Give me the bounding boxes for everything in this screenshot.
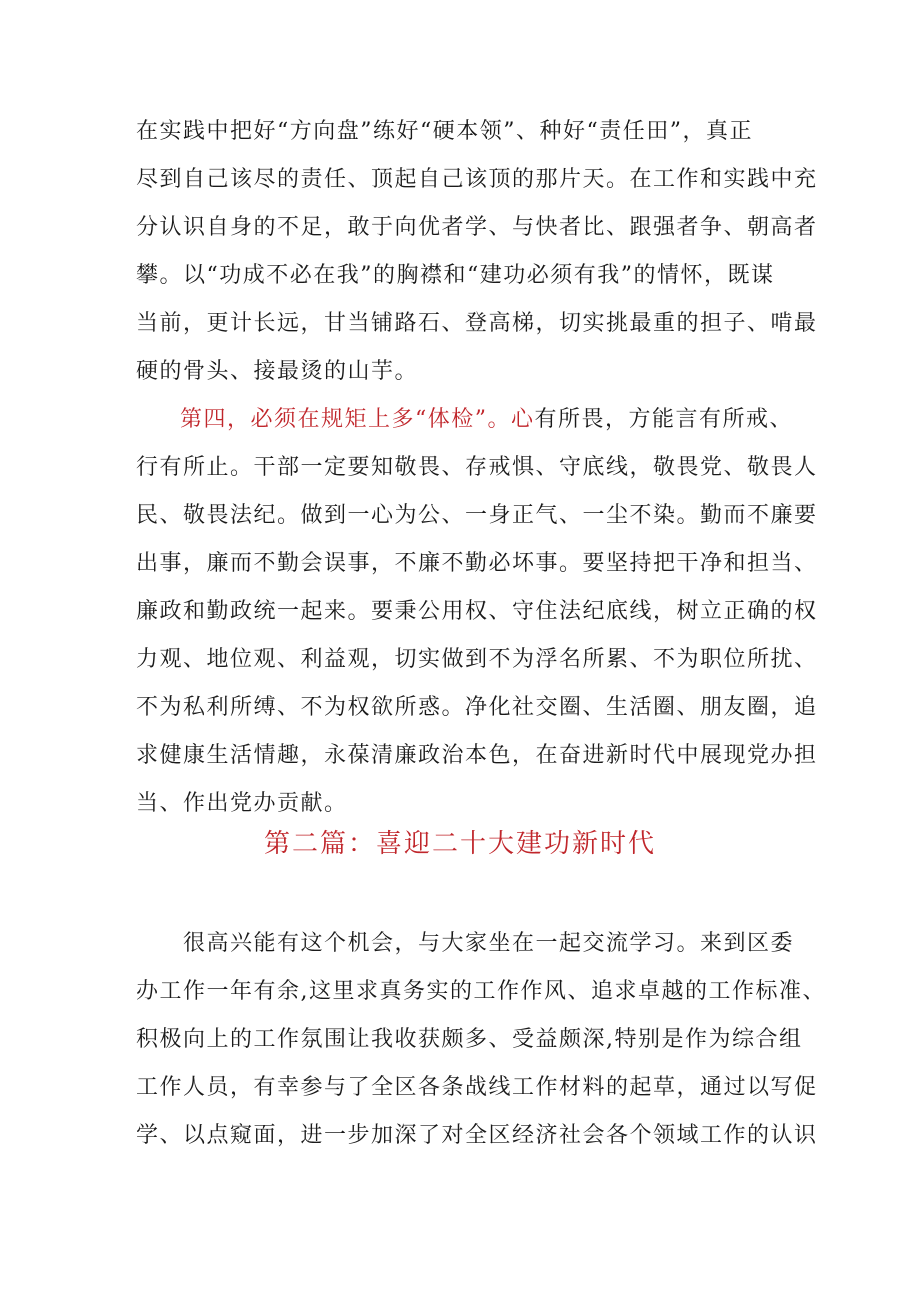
text-line: 不为私利所缚、不为权欲所惑。净化社交圈、生活圈、朋友圈，追 xyxy=(136,695,818,720)
text-line: 学、以点窥面，进一步加深了对全区经济社会各个领域工作的认识 xyxy=(136,1123,818,1148)
text-line: 民、敬畏法纪。做到一心为公、一身正气、一尘不染。勤而不廉要 xyxy=(136,503,818,528)
section-point-heading: 第四，必须在规矩上多“体检”。心 xyxy=(180,407,535,432)
text-line: 硬的骨头、接最烫的山芋。 xyxy=(136,359,419,384)
paragraph-1 xyxy=(136,108,816,396)
text-line: 当、作出党办贡献。 xyxy=(136,791,348,816)
text-line: 很高兴能有这个机会，与大家坐在一起交流学习。来到区委 xyxy=(136,931,795,956)
text-run: 有所畏，方能言有所戒、 xyxy=(534,407,794,432)
text-line: 工作人员，有幸参与了全区各条战线工作材料的起草，通过以写促 xyxy=(136,1075,818,1100)
text-line: 分认识自身的不足，敢于向优者学、与快者比、跟强者争、朝高者 xyxy=(136,215,818,240)
text-line: 积极向上的工作氛围让我收获颇多、受益颇深,特别是作为综合组 xyxy=(136,1027,803,1052)
paragraph-3 xyxy=(136,920,826,1160)
text-line: 廉政和勤政统一起来。要秉公用权、守住法纪底线，树立正确的权 xyxy=(136,599,818,624)
text-line: 行有所止。干部一定要知敬畏、存戒惧、守底线，敬畏党、敬畏人 xyxy=(136,455,818,480)
text-line-first xyxy=(136,396,816,444)
text-line: 力观、地位观、利益观，切实做到不为浮名所累、不为职位所扰、 xyxy=(136,647,818,672)
text-line: 出事，廉而不勤会误事，不廉不勤必坏事。要坚持把干净和担当、 xyxy=(136,551,818,576)
text-line: 办工作一年有余,这里求真务实的工作作风、追求卓越的工作标准、 xyxy=(136,979,826,1004)
text-line: 尽到自己该尽的责任、顶起自己该顶的那片天。在工作和实践中充 xyxy=(136,167,818,192)
text-line: 在实践中把好“方向盘”练好“硬本领”、种好“责任田”，真正 xyxy=(136,119,753,144)
text-line: 攀。以“功成不必在我”的胸襟和“建功必须有我”的情怀，既谋 xyxy=(136,263,775,288)
section-heading: 第二篇：喜迎二十大建功新时代 xyxy=(263,829,656,859)
paragraph-2 xyxy=(136,396,816,828)
text-line: 求健康生活情趣，永葆清廉政治本色，在奋进新时代中展现党办担 xyxy=(136,743,818,768)
text-line: 当前，更计长远，甘当铺路石、登高梯，切实挑最重的担子、啃最 xyxy=(136,311,818,336)
